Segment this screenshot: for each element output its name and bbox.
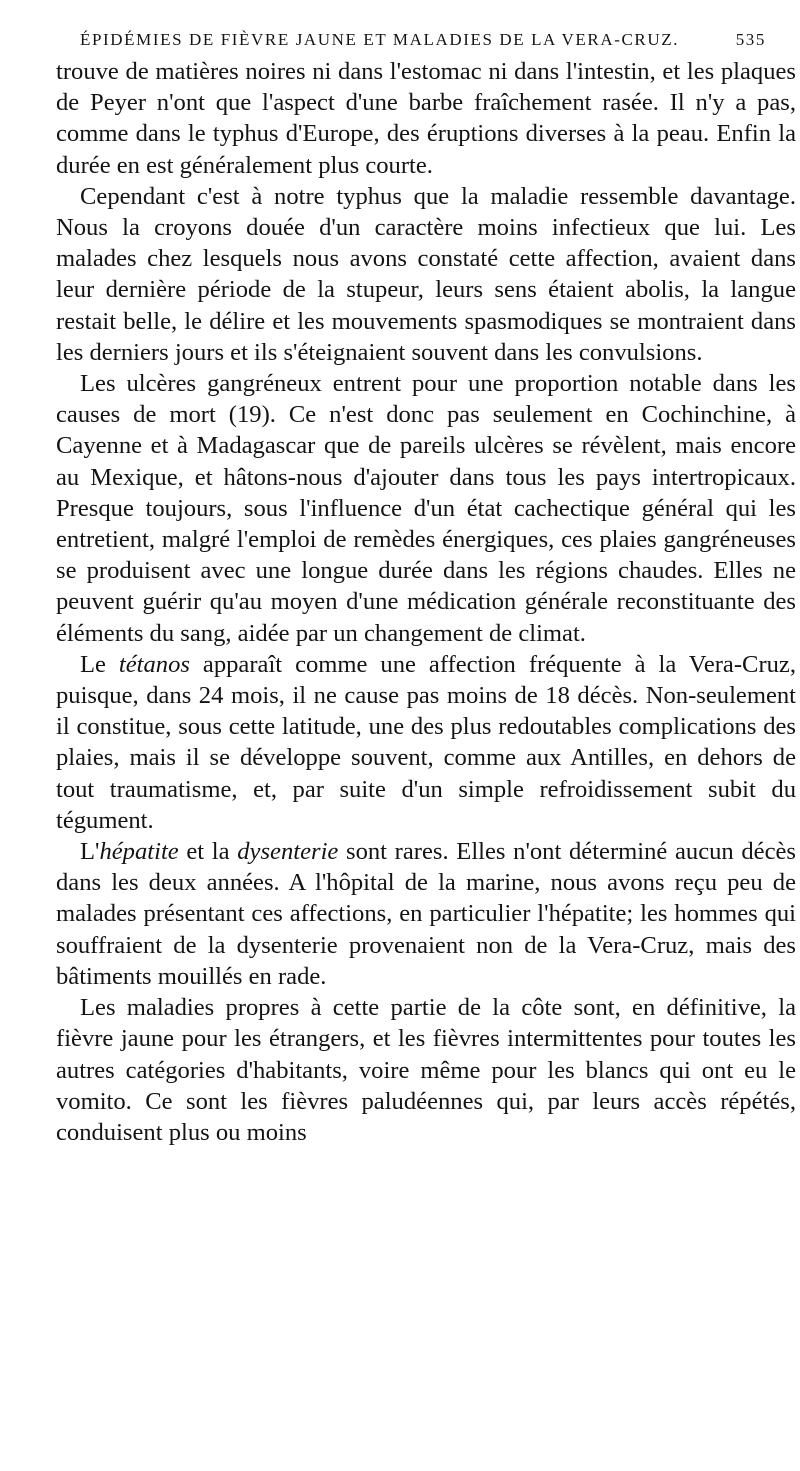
page-number: 535 — [735, 30, 766, 49]
text-run: et la — [178, 838, 238, 866]
paragraph — [56, 649, 796, 836]
italic-term: dysenterie — [237, 838, 339, 866]
text-run: Le — [80, 650, 119, 678]
text-run: sont rares. Elles n'ont déterminé aucun décès dans les deux années. A l'hôpital de la marine, nous avons reçu peu de malades présentant ces affections, en particulier l'hépatite; les hommes qui souffraient de la dysenterie provenaient non de la Vera-Cruz, mais des bâtiments mouillés en rade. — [56, 838, 796, 990]
paragraph — [56, 56, 796, 181]
running-title: ÉPIDÉMIES DE FIÈVRE JAUNE ET MALADIES DE LA VERA-CRUZ. — [80, 30, 680, 49]
text-run: Les ulcères gangréneux entrent pour une proportion notable dans les causes de mort (19). Ce n'est donc pas seulement en Cochinchine, à Cayenne et à Madagascar que de pareils ulcères se révèlent, mais encore au Mexique, et hâtons-nous d'ajouter dans tous les pays intertropicaux. Presque toujours, sous l'influence d'un état cachectique général qui les entretient, malgré l'emploi de remèdes énergiques, ces plaies gangréneuses se produisent avec une longue durée dans les régions chaudes. Elles ne peuvent guérir qu'au moyen d'une médication générale reconstituante des éléments du sang, aidée par un changement de climat. — [56, 370, 796, 647]
paragraph — [56, 992, 796, 1148]
text-run: apparaît comme une affection fréquente à la Vera-Cruz, puisque, dans 24 mois, il ne cause pas moins de 18 décès. Non-seulement il constitue, sous cette latitude, une des plus redoutables complications des plaies, mais il se développe souvent, comme aux Antilles, en dehors de tout traumatisme, et, par suite d'un simple refroidissement subit du tégument. — [56, 650, 796, 834]
paragraph — [56, 181, 796, 368]
running-head — [80, 30, 766, 50]
text-run: Cependant c'est à notre typhus que la maladie ressemble davantage. Nous la croyons douée d'un caractère moins infectieux que lui. Les malades chez lesquels nous avons constaté cette affection, avaient dans leur dernière période de la stupeur, leurs sens étaient abolis, la langue restait belle, le délire et les mouvements spasmodiques se montraient dans les derniers jours et ils s'éteignaient souvent dans les convulsions. — [56, 182, 796, 366]
text-run: Les maladies propres à cette partie de la côte sont, en définitive, la fièvre jaune pour les étrangers, et les fièvres intermittentes pour toutes les autres catégories d'habitants, voire même pour les blancs qui ont eu le vomito. Ce sont les fièvres paludéennes qui, par leurs accès répétés, conduisent plus ou moins — [56, 994, 796, 1146]
text-run: L' — [80, 838, 100, 866]
text-run: trouve de matières noires ni dans l'estomac ni dans l'intestin, et les plaques de Peyer n'ont que l'aspect d'une barbe fraîchement rasée. Il n'y a pas, comme dans le typhus d'Europe, des éruptions diverses à la peau. Enfin la durée en est généralement plus courte. — [56, 58, 796, 179]
body-text — [56, 56, 796, 1148]
italic-term: hépatite — [99, 838, 179, 866]
italic-term: tétanos — [118, 650, 190, 678]
paragraph — [56, 368, 796, 649]
paragraph — [56, 836, 796, 992]
